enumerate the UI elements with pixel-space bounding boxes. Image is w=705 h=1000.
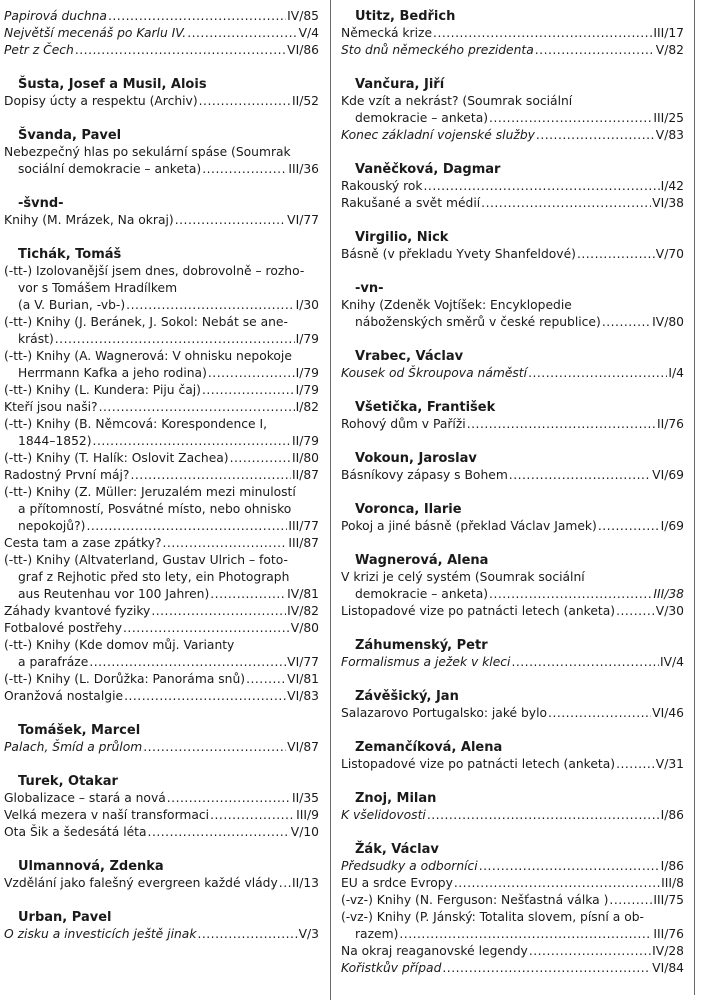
issue-page-ref: VI/46 xyxy=(652,706,684,720)
entry-title-line: Kde vzít a nekrást? (Soumrak sociální xyxy=(341,94,573,108)
dot-leader xyxy=(199,93,291,110)
issue-page-ref: VI/69 xyxy=(652,468,684,482)
index-entry xyxy=(341,756,684,773)
dot-leader xyxy=(424,178,660,195)
entry-title: Globalizace – stará a nová xyxy=(4,791,166,805)
index-entry xyxy=(4,25,319,42)
issue-page-ref: IV/82 xyxy=(287,604,319,618)
dot-leader xyxy=(89,654,286,671)
dot-leader xyxy=(536,127,655,144)
index-entry xyxy=(341,909,684,943)
entry-title: Salazarovo Portugalsko: jaké bylo xyxy=(341,706,548,720)
issue-page-ref: VI/81 xyxy=(287,672,319,686)
entry-title: Knihy (M. Mrázek, Na okraj) xyxy=(4,213,174,227)
entry-title-line: (-tt-) Knihy (Kde domov můj. Varianty xyxy=(4,638,235,652)
author-heading: Tichák, Tomáš xyxy=(18,247,122,262)
issue-page-ref: II/52 xyxy=(291,94,319,108)
issue-page-ref: II/80 xyxy=(291,451,319,465)
dot-leader xyxy=(86,518,287,535)
index-entry xyxy=(4,212,319,229)
issue-page-ref: I/30 xyxy=(295,298,319,312)
dot-leader xyxy=(167,790,291,807)
entry-title: razem) xyxy=(355,927,399,941)
entry-title: Fotbalové postřehy xyxy=(4,621,122,635)
issue-page-ref: VI/86 xyxy=(287,43,319,57)
issue-page-ref: V/4 xyxy=(298,26,319,40)
index-entry xyxy=(341,569,684,603)
index-entry xyxy=(341,178,684,195)
index-entry xyxy=(4,790,319,807)
author-heading: Vrabec, Václav xyxy=(355,349,464,364)
issue-page-ref: II/87 xyxy=(291,468,319,482)
author-heading: Ulmannová, Zdenka xyxy=(18,859,164,874)
dot-leader xyxy=(616,756,655,773)
author-heading: Šusta, Josef a Musil, Alois xyxy=(18,77,207,92)
issue-page-ref: III/77 xyxy=(288,519,319,533)
entry-title: Sto dnů německého prezidenta xyxy=(341,43,534,57)
index-entry xyxy=(4,688,319,705)
index-entry xyxy=(4,603,319,620)
issue-page-ref: VI/84 xyxy=(652,961,684,975)
dot-leader xyxy=(602,314,651,331)
index-entry xyxy=(341,195,684,212)
entry-title: (-tt-) Knihy (T. Halík: Oslovit Zachea) xyxy=(4,451,229,465)
index-entry xyxy=(341,416,684,433)
index-entry xyxy=(4,42,319,59)
dot-leader xyxy=(55,331,295,348)
entry-title: Záhady kvantové fyziky xyxy=(4,604,151,618)
entry-title: K všelidovosti xyxy=(341,808,426,822)
index-entry xyxy=(4,620,319,637)
dot-leader xyxy=(467,416,656,433)
issue-page-ref: III/17 xyxy=(653,26,684,40)
issue-page-ref: V/70 xyxy=(655,247,684,261)
entry-title: Palach, Šmíd a průlom xyxy=(4,740,143,754)
index-entry xyxy=(341,960,684,977)
column-divider xyxy=(330,0,331,1000)
index-entry xyxy=(4,348,319,382)
entry-title: Na okraj reaganovské legendy xyxy=(341,944,528,958)
author-heading: Záhumenský, Petr xyxy=(355,638,488,653)
entry-title: (-vz-) Knihy (N. Ferguson: Nešťastná válka ) xyxy=(341,893,609,907)
index-column-left xyxy=(4,8,319,943)
entry-title: Papirová duchna xyxy=(4,9,107,23)
entry-title: Největší mecenáš po Karlu IV. xyxy=(4,26,187,40)
issue-page-ref: III/87 xyxy=(288,536,319,550)
index-entry xyxy=(4,314,319,348)
issue-page-ref: V/3 xyxy=(298,927,319,941)
entry-title: (a V. Burian, -vb-) xyxy=(18,298,126,312)
dot-leader xyxy=(230,450,291,467)
entry-title: Rakouský rok xyxy=(341,179,423,193)
entry-title: sociální demokracie – anketa) xyxy=(18,162,202,176)
author-heading: Žák, Václav xyxy=(355,842,439,857)
dot-leader xyxy=(433,25,652,42)
issue-page-ref: III/8 xyxy=(661,876,684,890)
issue-page-ref: IV/4 xyxy=(659,655,684,669)
entry-title: 1844–1852) xyxy=(18,434,92,448)
author-heading: Tomášek, Marcel xyxy=(18,723,141,738)
dot-leader xyxy=(210,807,295,824)
issue-page-ref: III/76 xyxy=(653,927,684,941)
index-entry xyxy=(341,297,684,331)
dot-leader xyxy=(481,195,651,212)
issue-page-ref: II/76 xyxy=(656,417,684,431)
index-entry xyxy=(4,637,319,671)
dot-leader xyxy=(197,926,297,943)
author-heading: Vokoun, Jaroslav xyxy=(355,451,477,466)
issue-page-ref: VI/38 xyxy=(652,196,684,210)
entry-title-line: (-tt-) Knihy (B. Němcová: Korespondence I, xyxy=(4,417,268,431)
issue-page-ref: IV/81 xyxy=(287,587,319,601)
author-heading: Všetička, František xyxy=(355,400,496,415)
issue-page-ref: I/86 xyxy=(660,808,684,822)
entry-title: Kořistkův případ xyxy=(341,961,442,975)
dot-leader xyxy=(511,654,659,671)
entry-title: aus Reutenhau vor 100 Jahren) xyxy=(18,587,210,601)
entry-title: Vzdělání jako falešný evergreen každé vlády xyxy=(4,876,278,890)
author-heading: Zemančíková, Alena xyxy=(355,740,503,755)
entry-title: Dopisy úcty a respektu (Archiv) xyxy=(4,94,198,108)
author-heading: Virgilio, Nick xyxy=(355,230,449,245)
issue-page-ref: VI/87 xyxy=(287,740,319,754)
index-entry xyxy=(4,416,319,450)
entry-title: Básníkovy zápasy s Bohem xyxy=(341,468,508,482)
issue-page-ref: III/9 xyxy=(296,808,319,822)
index-entry xyxy=(4,807,319,824)
entry-title: Německá krize xyxy=(341,26,433,40)
entry-title-line: (-tt-) Knihy (J. Beránek, J. Sokol: Nebát se ane- xyxy=(4,315,288,329)
dot-leader xyxy=(202,161,287,178)
entry-title: Konec základní vojenské služby xyxy=(341,128,535,142)
index-entry xyxy=(4,552,319,603)
dot-leader xyxy=(479,858,660,875)
dot-leader xyxy=(598,518,660,535)
entry-title-line: vor s Tomášem Hradílkem xyxy=(18,281,178,295)
author-heading: Turek, Otakar xyxy=(18,774,118,789)
index-entry xyxy=(341,807,684,824)
dot-leader xyxy=(454,875,660,892)
entry-title: (-tt-) Knihy (L. Dorůžka: Panoráma snů) xyxy=(4,672,246,686)
author-heading: Vaněčková, Dagmar xyxy=(355,162,501,177)
entry-title-line: (-tt-) Izolovanější jsem dnes, dobrovolně – rozho- xyxy=(4,264,305,278)
entry-title: Předsudky a odborníci xyxy=(341,859,478,873)
index-entry xyxy=(4,824,319,841)
index-entry xyxy=(4,8,319,25)
author-heading: Utitz, Bedřich xyxy=(355,9,456,24)
entry-title: Rohový dům v Paříži xyxy=(341,417,466,431)
entry-title: Herrmann Kafka a jeho rodina) xyxy=(18,366,207,380)
issue-page-ref: VI/83 xyxy=(287,689,319,703)
issue-page-ref: V/31 xyxy=(655,757,684,771)
author-heading: Urban, Pavel xyxy=(18,910,112,925)
index-entry xyxy=(4,739,319,756)
entry-title: Radostný První máj? xyxy=(4,468,130,482)
author-heading: Voronca, Ilarie xyxy=(355,502,462,517)
index-entry xyxy=(4,926,319,943)
issue-page-ref: VI/77 xyxy=(287,655,319,669)
author-heading: Švanda, Pavel xyxy=(18,128,122,143)
index-entry xyxy=(341,603,684,620)
dot-leader xyxy=(548,705,651,722)
dot-leader xyxy=(163,535,288,552)
entry-title-line: Nebezpečný hlas po sekulární spáse (Soumrak xyxy=(4,145,291,159)
entry-title: Rakušané a svět médií xyxy=(341,196,481,210)
index-entry xyxy=(341,246,684,263)
dot-leader xyxy=(123,620,290,637)
author-heading: Znoj, Milan xyxy=(355,791,437,806)
issue-page-ref: III/75 xyxy=(653,893,684,907)
dot-leader xyxy=(143,739,286,756)
entry-title: Ota Šik a šedesátá léta xyxy=(4,825,147,839)
issue-page-ref: IV/85 xyxy=(287,9,319,23)
entry-title: Formalismus a ježek v kleci xyxy=(341,655,511,669)
index-entry xyxy=(341,518,684,535)
issue-page-ref: II/35 xyxy=(291,791,319,805)
issue-page-ref: IV/28 xyxy=(652,944,684,958)
issue-page-ref: II/79 xyxy=(291,434,319,448)
author-heading: Wagnerová, Alena xyxy=(355,553,489,568)
index-column-right xyxy=(341,8,684,977)
entry-title-line: Knihy (Zdeněk Vojtíšek: Encyklopedie xyxy=(341,298,572,312)
author-heading: -švnd- xyxy=(18,196,64,211)
index-entry xyxy=(4,875,319,892)
index-entry xyxy=(341,365,684,382)
author-heading: -vn- xyxy=(355,281,384,296)
index-entry xyxy=(4,450,319,467)
dot-leader xyxy=(148,824,290,841)
dot-leader xyxy=(609,892,652,909)
dot-leader xyxy=(528,365,667,382)
dot-leader xyxy=(399,926,652,943)
dot-leader xyxy=(529,943,651,960)
dot-leader xyxy=(208,365,295,382)
index-entry xyxy=(341,892,684,909)
issue-page-ref: V/30 xyxy=(655,604,684,618)
issue-page-ref: I/79 xyxy=(295,366,319,380)
index-entry xyxy=(341,127,684,144)
dot-leader xyxy=(210,586,286,603)
entry-title-line: (-tt-) Knihy (Altvaterland, Gustav Ulrich – foto- xyxy=(4,553,288,567)
issue-page-ref: I/4 xyxy=(668,366,684,380)
issue-page-ref: I/82 xyxy=(295,400,319,414)
entry-title-line: (-tt-) Knihy (A. Wagnerová: V ohnisku nepokoje xyxy=(4,349,292,363)
index-entry xyxy=(4,399,319,416)
dot-leader xyxy=(489,586,652,603)
entry-title: krást) xyxy=(18,332,54,346)
author-heading: Závěšický, Jan xyxy=(355,689,459,704)
entry-title: O zisku a investicích ještě jinak xyxy=(4,927,197,941)
index-entry xyxy=(341,25,684,42)
dot-leader xyxy=(202,382,295,399)
index-entry xyxy=(341,42,684,59)
index-entry xyxy=(341,705,684,722)
entry-title: demokracie – anketa) xyxy=(355,587,489,601)
entry-title: a parafráze xyxy=(18,655,89,669)
issue-page-ref: I/69 xyxy=(660,519,684,533)
dot-leader xyxy=(75,42,286,59)
issue-page-ref: I/86 xyxy=(660,859,684,873)
issue-page-ref: II/13 xyxy=(291,876,319,890)
issue-page-ref: V/82 xyxy=(655,43,684,57)
entry-title: Velká mezera v naší transformaci xyxy=(4,808,210,822)
issue-page-ref: V/80 xyxy=(290,621,319,635)
dot-leader xyxy=(509,467,651,484)
dot-leader xyxy=(442,960,651,977)
entry-title: Cesta tam a zase zpátky? xyxy=(4,536,162,550)
entry-title: Listopadové vize po patnácti letech (anketa) xyxy=(341,757,616,771)
dot-leader xyxy=(151,603,286,620)
dot-leader xyxy=(246,671,286,688)
index-entry xyxy=(341,943,684,960)
issue-page-ref: V/10 xyxy=(290,825,319,839)
entry-title: Pokoj a jiné básně (překlad Václav Jamek) xyxy=(341,519,597,533)
issue-page-ref: III/25 xyxy=(653,111,684,125)
dot-leader xyxy=(535,42,655,59)
entry-title-line: graf z Rejhotic před sto lety, ein Photograph xyxy=(18,570,290,584)
entry-title: Listopadové vize po patnácti letech (anketa) xyxy=(341,604,616,618)
dot-leader xyxy=(175,212,286,229)
dot-leader xyxy=(124,688,286,705)
index-entry xyxy=(4,144,319,178)
index-entry xyxy=(4,467,319,484)
index-entry xyxy=(341,875,684,892)
index-entry xyxy=(4,671,319,688)
issue-page-ref: I/79 xyxy=(295,383,319,397)
issue-page-ref: VI/77 xyxy=(287,213,319,227)
entry-title: Básně (v překladu Yvety Shanfeldové) xyxy=(341,247,576,261)
entry-title: Kteří jsou naši? xyxy=(4,400,98,414)
entry-title-line: a přítomností, Posvátné místo, nebo ohnisko xyxy=(18,502,292,516)
index-entry xyxy=(341,858,684,875)
entry-title-line: (-vz-) Knihy (P. Jánský: Totalita slovem, písní a ob- xyxy=(341,910,644,924)
issue-page-ref: IV/80 xyxy=(652,315,684,329)
dot-leader xyxy=(130,467,290,484)
index-entry xyxy=(341,654,684,671)
entry-title-line: V krizi je celý systém (Soumrak sociální xyxy=(341,570,585,584)
index-entry xyxy=(341,467,684,484)
dot-leader xyxy=(126,297,294,314)
dot-leader xyxy=(427,807,660,824)
entry-title: EU a srdce Evropy xyxy=(341,876,453,890)
entry-title: demokracie – anketa) xyxy=(355,111,489,125)
right-border xyxy=(694,0,695,995)
entry-title-line: (-tt-) Knihy (Z. Müller: Jeruzalém mezi minulostí xyxy=(4,485,296,499)
issue-page-ref: III/38 xyxy=(653,587,684,601)
entry-title: náboženských směrů v české republice) xyxy=(355,315,601,329)
issue-page-ref: V/83 xyxy=(655,128,684,142)
dot-leader xyxy=(187,25,297,42)
index-entry xyxy=(4,535,319,552)
dot-leader xyxy=(108,8,286,25)
entry-title: Oranžová nostalgie xyxy=(4,689,124,703)
dot-leader xyxy=(489,110,652,127)
dot-leader xyxy=(616,603,655,620)
index-entry xyxy=(4,382,319,399)
index-entry xyxy=(4,484,319,535)
index-entry xyxy=(341,93,684,127)
entry-title: Petr z Čech xyxy=(4,43,74,57)
author-heading: Vančura, Jiří xyxy=(355,77,445,92)
entry-title: nepokojů?) xyxy=(18,519,86,533)
issue-page-ref: I/79 xyxy=(295,332,319,346)
dot-leader xyxy=(93,433,291,450)
entry-title: Kousek od Škroupova náměstí xyxy=(341,366,528,380)
index-entry xyxy=(4,93,319,110)
dot-leader xyxy=(279,875,291,892)
index-entry xyxy=(4,263,319,314)
dot-leader xyxy=(577,246,655,263)
issue-page-ref: I/42 xyxy=(660,179,684,193)
issue-page-ref: III/36 xyxy=(288,162,319,176)
entry-title: (-tt-) Knihy (L. Kundera: Piju čaj) xyxy=(4,383,201,397)
dot-leader xyxy=(99,399,295,416)
